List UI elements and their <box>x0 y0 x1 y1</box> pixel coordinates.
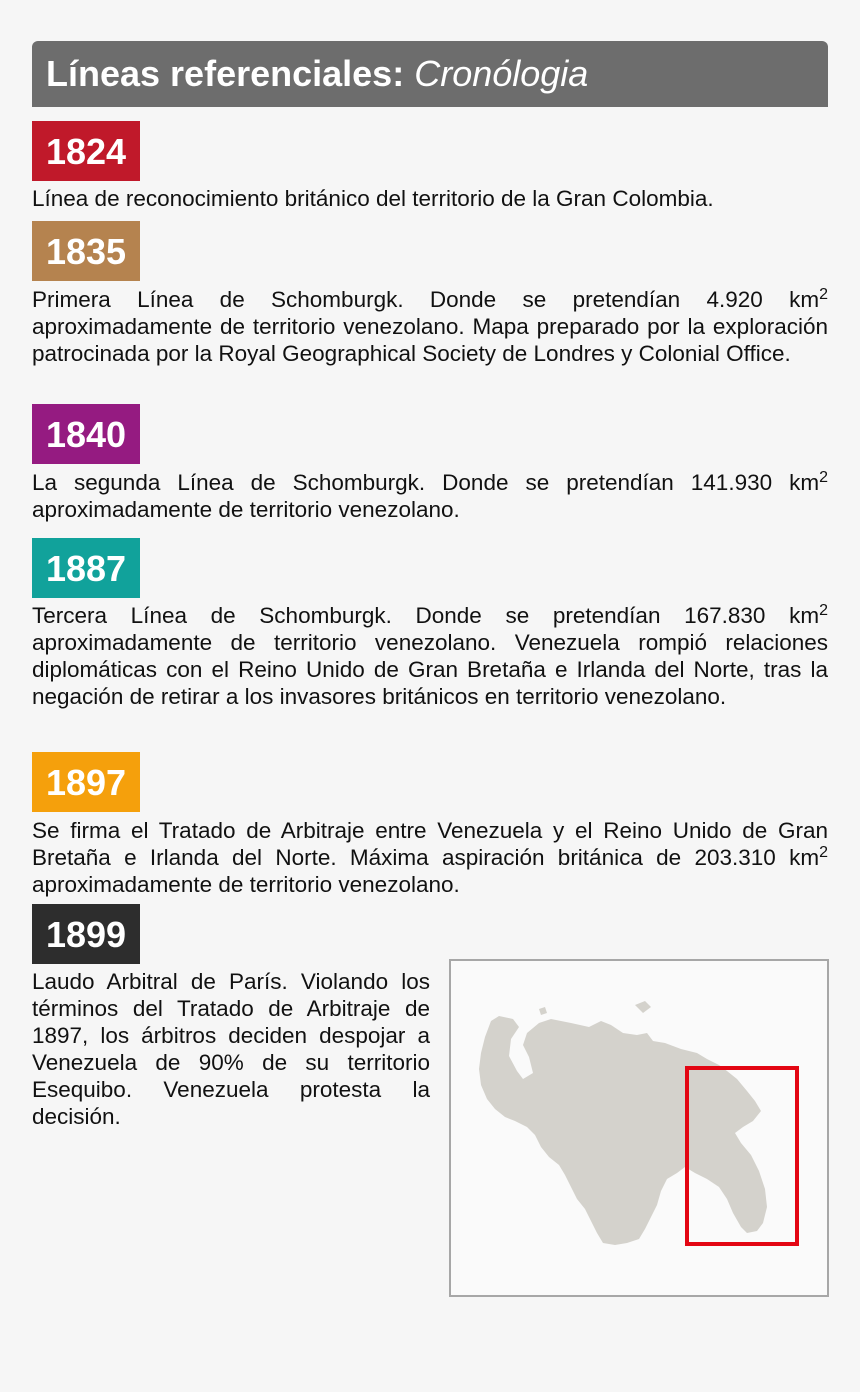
venezuela-map-icon <box>451 961 827 1295</box>
entry-text-1897: Se firma el Tratado de Arbitraje entre Venezuela y el Reino Unido de Gran Bretaña e Irlanda del Norte. Máxima aspiración británica de 203.310 $km^2$ aproximadamente de territorio venezolano. <box>32 818 828 897</box>
year-badge-1897: 1897 <box>32 752 140 812</box>
superscript: 2 <box>819 469 828 486</box>
entry-text-1824: Línea de reconocimiento británico del territorio de la Gran Colombia. <box>32 186 714 211</box>
entry-text-1835: Primera Línea de Schomburgk. Donde se pretendían 4.920 $km^2$ aproximadamente de territorio venezolano. Mapa preparado por la exploración patrocinada por la Royal Geographical Society de Londres y Colonial Office. <box>32 286 828 366</box>
entry-text-1840: La segunda Línea de Schomburgk. Donde se pretendían 141.930 $km^2$ aproximadamente de territorio venezolano. <box>32 469 828 522</box>
superscript: 2 <box>819 602 828 619</box>
island-margarita <box>635 1001 651 1013</box>
year-badge-1887: 1887 <box>32 538 140 598</box>
year-badge-1840: 1840 <box>32 404 140 464</box>
year-badge-1835: 1835 <box>32 221 140 281</box>
entry-text-1899: Laudo Arbitral de París. Violando los términos del Tratado de Arbitraje de 1897, los árbitros deciden despojar a Venezuela de 90% de su territorio Esequibo. Venezuela protesta la decisión. <box>32 969 430 1129</box>
map-frame <box>449 959 829 1297</box>
page-title <box>32 41 828 107</box>
venezuela-territory <box>479 1016 767 1245</box>
superscript: 2 <box>819 844 828 861</box>
entry-text-1887: Tercera Línea de Schomburgk. Donde se pretendían 167.830 $km^2$ aproximadamente de territorio venezolano. Venezuela rompió relaciones diplomáticas con el Reino Unido de Gran Bretaña e Irlanda del Norte, tras la negación de retirar a los invasores británicos en territorio venezolano. <box>32 602 828 709</box>
title-italic: Cronólogia <box>414 53 589 94</box>
year-badge-1824: 1824 <box>32 121 140 181</box>
year-badge-1899: 1899 <box>32 904 140 964</box>
title-main: Líneas referenciales: <box>46 53 405 94</box>
superscript: 2 <box>819 286 828 303</box>
island-small <box>539 1007 547 1015</box>
